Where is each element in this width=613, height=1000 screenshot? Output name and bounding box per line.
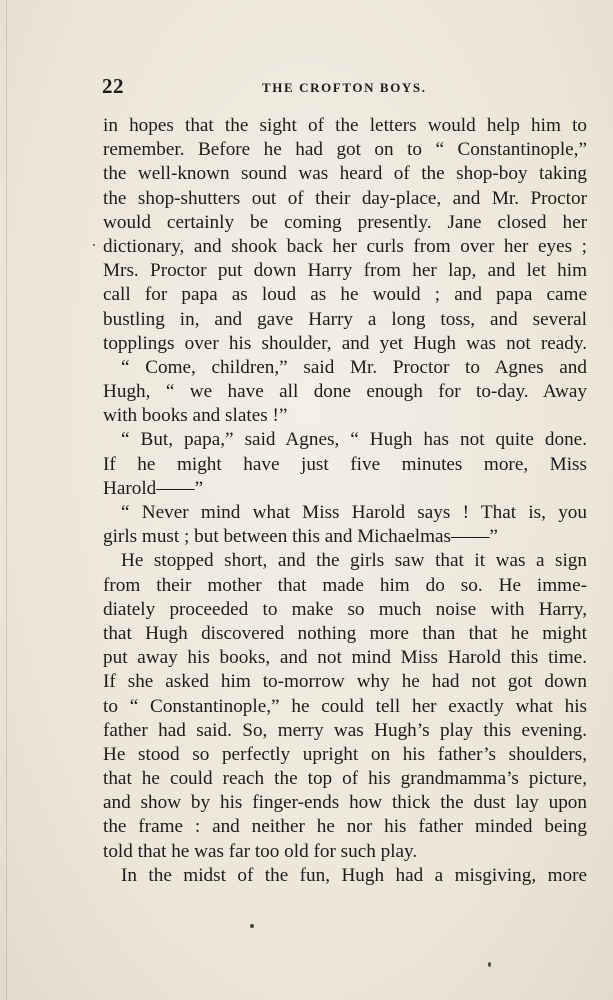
text-line: that he could reach the top of his grandmamma’s picture, [103,768,587,790]
running-title: THE CROFTON BOYS. [262,80,427,95]
text-line: to “ Constantinople,” he could tell her exactly what his [103,695,587,717]
text-line: Harold——” [103,477,204,499]
text-line: He stopped short, and the girls saw that it was a sign [121,550,587,572]
text-line: topplings over his shoulder, and yet Hugh was not ready. [103,332,587,354]
text-line: father had said. So, merry was Hugh’s play this evening. [103,719,587,741]
text-line: If she asked him to-morrow why he had not got down [103,671,587,693]
text-line: Hugh, “ we have all done enough for to-day. Away [103,381,587,403]
text-line: that Hugh discovered nothing more than that he might [103,622,587,644]
text-line: put away his books, and not mind Miss Harold this time. [103,647,587,669]
text-line: in hopes that the sight of the letters would help him to [103,115,587,136]
text-line: remember. Before he had got on to “ Constantinople,” [103,139,587,161]
text-line: In the midst of the fun, Hugh had a misgiving, more [121,864,587,886]
text-line: would certainly be coming presently. Jane closed her [103,211,587,233]
text-line: the shop-shutters out of their day-place, and Mr. Proctor [103,187,587,209]
text-line: “ Never mind what Miss Harold says ! That is, you [121,502,587,523]
text-line: “ Come, children,” said Mr. Proctor to Agnes and [121,356,587,378]
text-line: told that he was far too old for such play. [103,840,418,862]
text-line: call for papa as loud as he would ; and papa came [103,284,587,306]
page-number: 22 [102,74,124,98]
text-line: dictionary, and shook back her curls from over her eyes ; [103,235,587,257]
page-header [102,74,530,98]
text-line: and show by his finger-ends how thick the dust lay upon [103,792,587,814]
body-text [103,114,587,888]
page-edge-shadow [6,0,7,1000]
text-line: “ But, papa,” said Agnes, “ Hugh has not quite done. [121,429,587,451]
text-line: Mrs. Proctor put down Harry from her lap, and let him [103,260,587,282]
text-line: diately proceeded to make so much noise with Harry, [103,598,587,620]
ink-speck [93,244,95,246]
text-line: bustling in, and gave Harry a long toss, and several [103,308,587,330]
text-line: with books and slates !” [103,405,288,427]
text-line: the frame : and neither he nor his father minded being [103,816,587,838]
text-line: He stood so perfectly upright on his father’s shoulders, [103,743,587,765]
text-line: If he might have just five minutes more, Miss [103,453,587,475]
text-line: the well-known sound was heard of the shop-boy taking [103,163,587,185]
ink-speck [488,962,491,967]
text-line: from their mother that made him do so. He imme- [103,574,587,596]
ink-speck [250,924,254,928]
text-line: girls must ; but between this and Michaelmas——” [103,526,498,548]
